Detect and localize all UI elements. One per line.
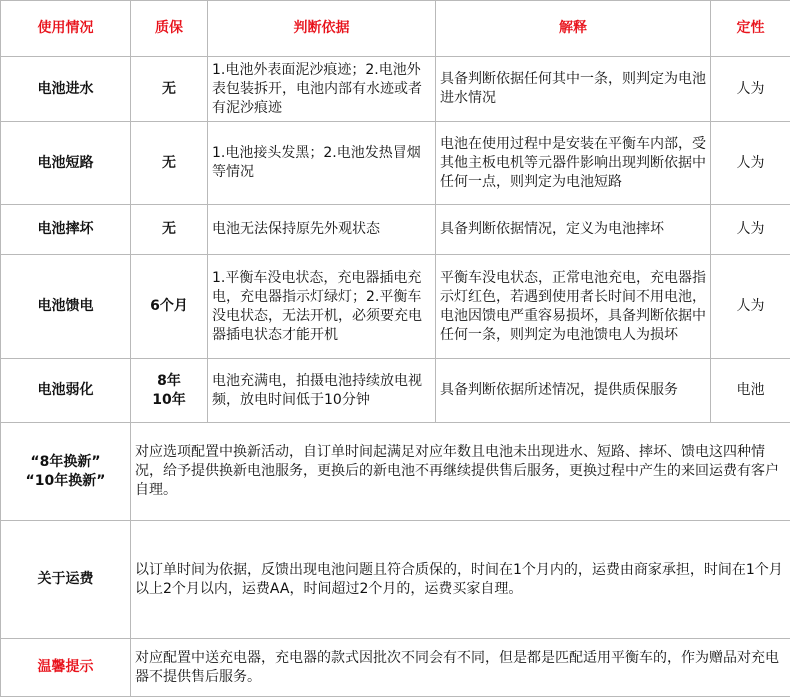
warranty-cell: 无 [131, 57, 208, 122]
usage-cell: 电池进水 [1, 57, 131, 122]
nature-cell: 人为 [711, 255, 790, 359]
note-row-shipping [1, 521, 790, 639]
renewal-text: 对应选项配置中换新活动，自订单时间起满足对应年数且电池未出现进水、短路、摔坏、馈电这四种情况，给予提供换新电池服务，更换后的新电池不再继续提供售后服务，更换过程中产生的来回运费有客户自理。 [131, 423, 790, 521]
nature-cell: 电池 [711, 359, 790, 423]
header-nature: 定性 [711, 1, 790, 57]
usage-cell: 电池馈电 [1, 255, 131, 359]
warranty-line-1: 8年 [135, 372, 203, 391]
renewal-label-10y: “10年换新” [5, 472, 126, 491]
renewal-label [1, 423, 131, 521]
table-header-row [1, 1, 790, 57]
table-row [1, 359, 790, 423]
tip-label: 温馨提示 [1, 639, 131, 697]
note-row-renewal [1, 423, 790, 521]
note-row-tip [1, 639, 790, 697]
header-warranty: 质保 [131, 1, 208, 57]
renewal-label-8y: “8年换新” [5, 453, 126, 472]
shipping-text: 以订单时间为依据，反馈出现电池问题且符合质保的，时间在1个月内的，运费由商家承担，时间在1个月以上2个月以内，运费AA，时间超过2个月的，运费买家自理。 [131, 521, 790, 639]
header-usage: 使用情况 [1, 1, 131, 57]
warranty-cell [131, 359, 208, 423]
warranty-cell: 无 [131, 122, 208, 205]
usage-cell: 电池弱化 [1, 359, 131, 423]
explanation-cell: 平衡车没电状态，正常电池充电，充电器指示灯红色，若遇到使用者长时间不用电池，电池因馈电严重容易损坏，具备判断依据中任何一条，则判定为电池馈电人为损坏 [436, 255, 711, 359]
table-row [1, 57, 790, 122]
explanation-cell: 具备判断依据所述情况，提供质保服务 [436, 359, 711, 423]
basis-cell: 1.电池外表面泥沙痕迹；2.电池外表包装拆开，电池内部有水迹或者有泥沙痕迹 [208, 57, 436, 122]
table-row [1, 255, 790, 359]
warranty-cell: 无 [131, 205, 208, 255]
warranty-line-2: 10年 [135, 391, 203, 410]
header-basis: 判断依据 [208, 1, 436, 57]
nature-cell: 人为 [711, 57, 790, 122]
header-explanation: 解释 [436, 1, 711, 57]
warranty-cell: 6个月 [131, 255, 208, 359]
usage-cell: 电池短路 [1, 122, 131, 205]
basis-cell: 电池充满电，拍摄电池持续放电视频，放电时间低于10分钟 [208, 359, 436, 423]
nature-cell: 人为 [711, 122, 790, 205]
explanation-cell: 具备判断依据情况，定义为电池摔坏 [436, 205, 711, 255]
table-row [1, 122, 790, 205]
usage-cell: 电池摔坏 [1, 205, 131, 255]
tip-text: 对应配置中送充电器，充电器的款式因批次不同会有不同，但是都是匹配适用平衡车的，作为赠品对充电器不提供售后服务。 [131, 639, 790, 697]
explanation-cell: 具备判断依据任何其中一条，则判定为电池进水情况 [436, 57, 711, 122]
shipping-label: 关于运费 [1, 521, 131, 639]
basis-cell: 1.电池接头发黑；2.电池发热冒烟等情况 [208, 122, 436, 205]
basis-cell: 电池无法保持原先外观状态 [208, 205, 436, 255]
explanation-cell: 电池在使用过程中是安装在平衡车内部，受其他主板电机等元器件影响出现判断依据中任何一点，则判定为电池短路 [436, 122, 711, 205]
basis-cell: 1.平衡车没电状态，充电器插电充电，充电器指示灯绿灯；2.平衡车没电状态，无法开机，必须要充电器插电状态才能开机 [208, 255, 436, 359]
nature-cell: 人为 [711, 205, 790, 255]
table-row [1, 205, 790, 255]
